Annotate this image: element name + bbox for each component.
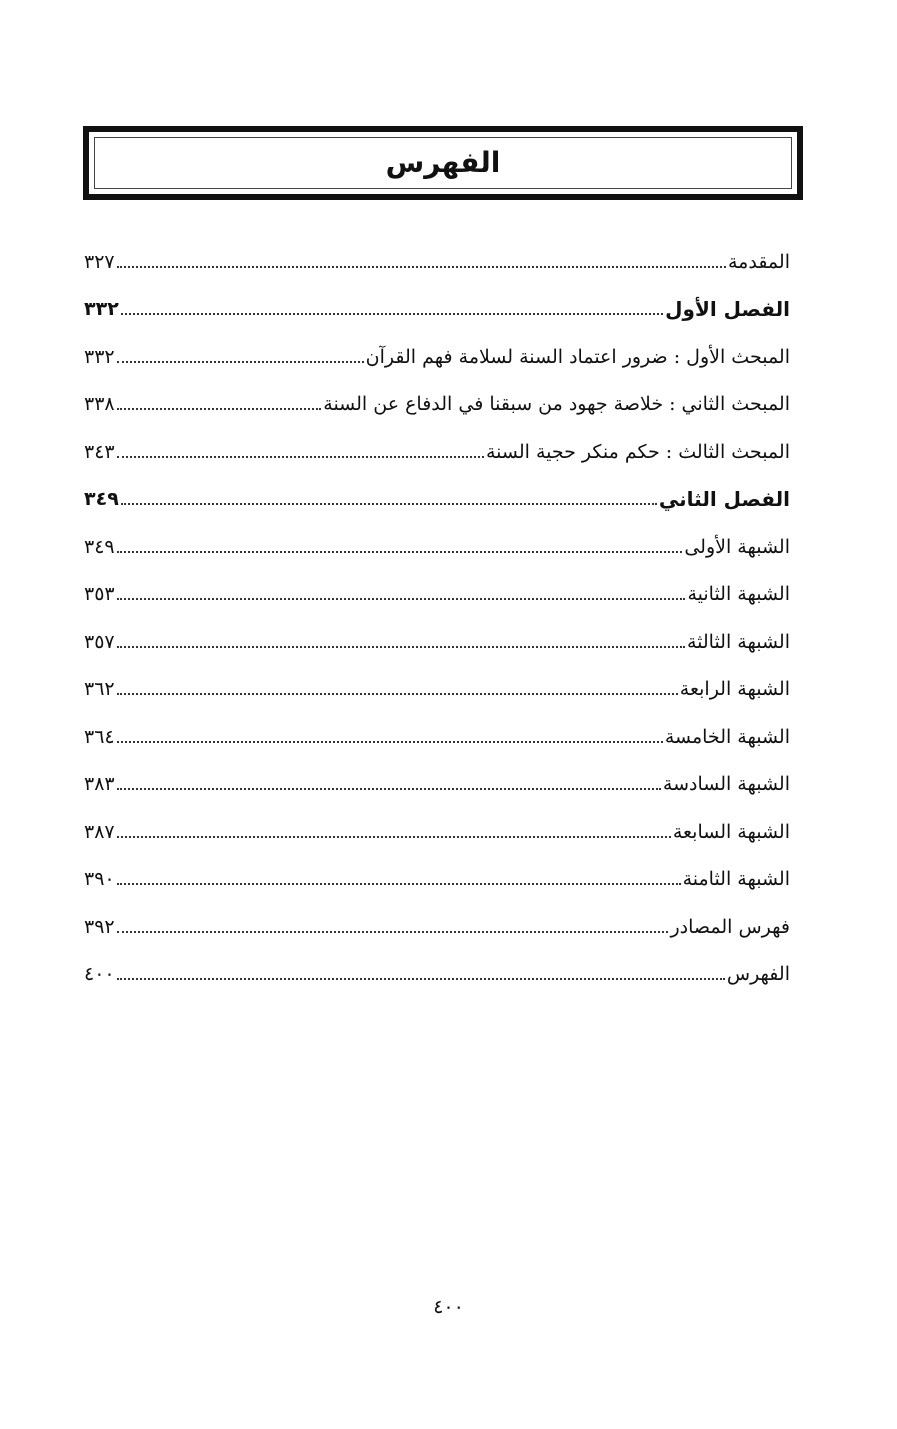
- dot-leader: [117, 741, 663, 743]
- toc-entry-page: ٤٠٠: [84, 963, 115, 986]
- toc-entry-page: ٣٩٢: [84, 915, 115, 938]
- dot-leader: [117, 551, 683, 553]
- toc-entry[interactable]: [84, 416, 790, 464]
- toc-entry-page: ٣٢٧: [84, 250, 115, 273]
- dot-leader: [117, 788, 661, 790]
- title-frame: [83, 126, 803, 200]
- dot-leader: [117, 266, 726, 268]
- toc-entry-label: المبحث الأول : ضرور اعتماد السنة لسلامة فهم القرآن: [365, 345, 790, 368]
- page-title: الفهرس: [385, 146, 501, 179]
- toc-entry[interactable]: [84, 796, 790, 844]
- toc-entry-page: ٣٤٣: [84, 440, 115, 463]
- dot-leader: [117, 408, 322, 410]
- toc-entry-page: ٣٣٢: [84, 298, 119, 321]
- dot-leader: [117, 456, 484, 458]
- toc-entry[interactable]: [84, 701, 790, 749]
- toc-entry-page: ٣٨٣: [84, 773, 115, 796]
- dot-leader: [117, 931, 669, 933]
- toc-entry-label: الشبهة الثالثة: [686, 630, 790, 653]
- toc-entry[interactable]: [84, 511, 790, 559]
- toc-entry-label: الشبهة الثانية: [687, 583, 790, 606]
- toc-entry-label: الشبهة السادسة: [662, 773, 790, 796]
- toc-entry[interactable]: [84, 369, 790, 417]
- toc-entry-label: الشبهة الخامسة: [664, 725, 790, 748]
- toc-entry[interactable]: [84, 844, 790, 892]
- toc-entry-label: الشبهة السابعة: [672, 820, 790, 843]
- toc-chapter-heading[interactable]: [84, 464, 790, 512]
- toc-entry[interactable]: [84, 321, 790, 369]
- toc-entry-label: الشبهة الأولى: [684, 535, 790, 558]
- dot-leader: [117, 836, 671, 838]
- toc-entry[interactable]: [84, 606, 790, 654]
- toc-entry-page: ٣٦٤: [84, 725, 115, 748]
- toc-entry-label: فهرس المصادر: [670, 915, 790, 938]
- table-of-contents: [84, 226, 790, 986]
- page-number: ٤٠٠: [433, 1296, 464, 1318]
- toc-entry[interactable]: [84, 939, 790, 987]
- dot-leader: [117, 883, 681, 885]
- toc-entry-page: ٣٣٢: [84, 345, 115, 368]
- dot-leader: [121, 503, 657, 505]
- toc-chapter-heading[interactable]: [84, 274, 790, 322]
- toc-entry-page: ٣٤٩: [84, 535, 115, 558]
- toc-entry[interactable]: [84, 654, 790, 702]
- toc-entry-page: ٣٩٠: [84, 868, 115, 891]
- toc-entry-label: المقدمة: [727, 250, 790, 273]
- toc-entry-page: ٣٨٧: [84, 820, 115, 843]
- toc-entry-page: ٣٣٨: [84, 393, 115, 416]
- toc-entry-label: الشبهة الثامنة: [682, 868, 790, 891]
- toc-entry-label: الفهرس: [726, 963, 790, 986]
- toc-entry-label: الشبهة الرابعة: [679, 678, 790, 701]
- title-inner-border: [94, 137, 792, 189]
- toc-entry-page: ٣٤٩: [84, 488, 119, 511]
- toc-entry[interactable]: [84, 559, 790, 607]
- dot-leader: [121, 313, 663, 315]
- dot-leader: [117, 693, 678, 695]
- toc-entry[interactable]: [84, 226, 790, 274]
- toc-entry-label: المبحث الثالث : حكم منكر حجية السنة: [485, 440, 790, 463]
- toc-entry-label: الفصل الأول: [665, 297, 790, 321]
- dot-leader: [117, 978, 725, 980]
- toc-entry-page: ٣٥٧: [84, 630, 115, 653]
- toc-entry[interactable]: [84, 749, 790, 797]
- toc-entry-page: ٣٦٢: [84, 678, 115, 701]
- dot-leader: [117, 361, 364, 363]
- toc-entry[interactable]: [84, 891, 790, 939]
- toc-entry-label: المبحث الثاني : خلاصة جهود من سبقنا في الدفاع عن السنة: [323, 393, 790, 416]
- toc-entry-label: الفصل الثاني: [658, 487, 790, 511]
- dot-leader: [117, 646, 685, 648]
- toc-entry-page: ٣٥٣: [84, 583, 115, 606]
- dot-leader: [117, 598, 686, 600]
